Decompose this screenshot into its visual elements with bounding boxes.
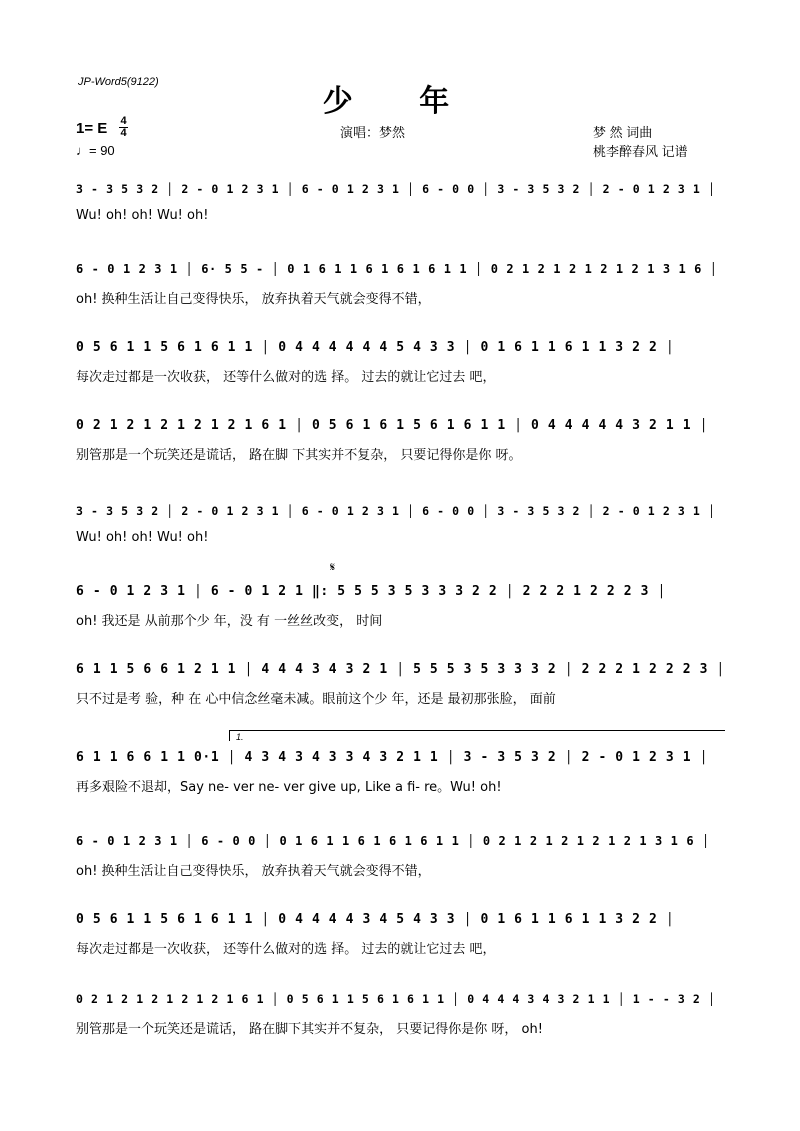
lyrics-line: oh! 换种生活让自己变得快乐， 放弃执着天气就会变得不错， [76, 292, 431, 307]
time-top: 4 [120, 115, 127, 127]
lyrics-line: 每次走过都是一次收获， 还等什么做对的选 择。 过去的就让它过去 吧， [76, 942, 496, 957]
transcriber-credit: 桃李醉春风 记谱 [593, 144, 688, 159]
notes-line: 6 - 0 1 2 3 1 │ 6 - 0 1 2 1 ‖: 5 5 5 3 5 3 3 3 2 2 │ 2 2 2 1 2 2 2 3 │ [76, 584, 666, 599]
key-signature: 1= E [76, 120, 108, 137]
music-system-7 [76, 662, 726, 732]
notes-line: 6 1 1 5 6 6 1 2 1 1 │ 4 4 4 3 4 3 2 1 │ 5 5 5 3 5 3 3 3 2 │ 2 2 2 1 2 2 2 3 │ [76, 662, 725, 677]
notes-line: 0 5 6 1 1 5 6 1 6 1 1 │ 0 4 4 4 4 4 4 5 4 3 3 │ 0 1 6 1 1 6 1 1 3 2 2 │ [76, 340, 675, 355]
notes-line: 0 2 1 2 1 2 1 2 1 2 1 6 1 │ 0 5 6 1 6 1 5 6 1 6 1 1 │ 0 4 4 4 4 4 3 2 1 1 │ [76, 418, 708, 433]
time-signature [119, 116, 128, 139]
notes-line: 3 - 3 5 3 2 │ 2 - 0 1 2 3 1 │ 6 - 0 1 2 3 1 │ 6 - 0 0 │ 3 - 3 5 3 2 │ 2 - 0 1 2 3 1 │ [76, 182, 716, 196]
lyrics-line: 只不过是考 验，种 在 心中信念丝毫未减。眼前这个少 年，还是 最初那张脸， 面前 [76, 692, 556, 707]
lyricist-composer-credit: 梦 然 词曲 [593, 125, 653, 140]
singer-credit: 演唱：梦然 [340, 125, 406, 140]
lyrics-line: 每次走过都是一次收获， 还等什么做对的选 择。 过去的就让它过去 吧， [76, 370, 496, 385]
music-system-3 [76, 340, 726, 410]
notes-line: 6 - 0 1 2 3 1 │ 6 - 0 0 │ 0 1 6 1 1 6 1 6 1 6 1 1 │ 0 2 1 2 1 2 1 2 1 2 1 3 1 6 │ [76, 834, 710, 848]
notes-line: 6 - 0 1 2 3 1 │ 6· 5 5 - │ 0 1 6 1 1 6 1 6 1 6 1 1 │ 0 2 1 2 1 2 1 2 1 2 1 3 1 6 │ [76, 262, 718, 276]
notes-line: 0 2 1 2 1 2 1 2 1 2 1 6 1 │ 0 5 6 1 1 5 6 1 6 1 1 │ 0 4 4 4 3 4 3 2 1 1 │ 1 - - 3 2 │ [76, 992, 716, 1006]
music-system-11 [76, 992, 726, 1062]
lyrics-line: Wu! oh! oh! Wu! oh! [76, 208, 209, 223]
time-bottom: 4 [120, 127, 127, 139]
notes-line: 6 1 1 6 6 1 1 0·1 │ 4 3 4 3 4 3 3 4 3 2 1 1 │ 3 - 3 5 3 2 │ 2 - 0 1 2 3 1 │ [76, 750, 708, 765]
music-system-4 [76, 418, 726, 488]
notes-line: 0 5 6 1 1 5 6 1 6 1 1 │ 0 4 4 4 4 3 4 5 4 3 3 │ 0 1 6 1 1 6 1 1 3 2 2 │ [76, 912, 675, 927]
song-title: 少 年 [322, 84, 478, 119]
lyrics-line: oh! 换种生活让自己变得快乐， 放弃执着天气就会变得不错， [76, 864, 431, 879]
software-label: JP-Word5(9122) [78, 76, 159, 88]
volta-label: 1. [236, 732, 244, 742]
lyrics-line: Wu! oh! oh! Wu! oh! [76, 530, 209, 545]
music-system-8 [76, 750, 726, 820]
music-system-5 [76, 504, 726, 574]
music-system-9 [76, 834, 726, 904]
lyrics-line: oh! 我还是 从前那个少 年，没 有 一丝丝改变， 时间 [76, 614, 383, 629]
music-system-2 [76, 262, 726, 332]
lyrics-line: 别管那是一个玩笑还是谎话， 路在脚下其实并不复杂， 只要记得你是你 呀， oh! [76, 1022, 543, 1037]
segno-mark: 𝄋 [330, 560, 336, 574]
notes-line: 3 - 3 5 3 2 │ 2 - 0 1 2 3 1 │ 6 - 0 1 2 3 1 │ 6 - 0 0 │ 3 - 3 5 3 2 │ 2 - 0 1 2 3 1 │ [76, 504, 716, 518]
lyrics-line: 再多艰险不退却，Say ne- ver ne- ver give up, Like a fi- re。Wu! oh! [76, 780, 502, 795]
lyrics-line: 别管那是一个玩笑还是谎话， 路在脚 下其实并不复杂， 只要记得你是你 呀。 [76, 448, 522, 463]
music-system-10 [76, 912, 726, 982]
music-system-6 [76, 584, 726, 654]
tempo-mark: ♩= 90 [76, 143, 115, 158]
music-system-1 [76, 182, 726, 252]
